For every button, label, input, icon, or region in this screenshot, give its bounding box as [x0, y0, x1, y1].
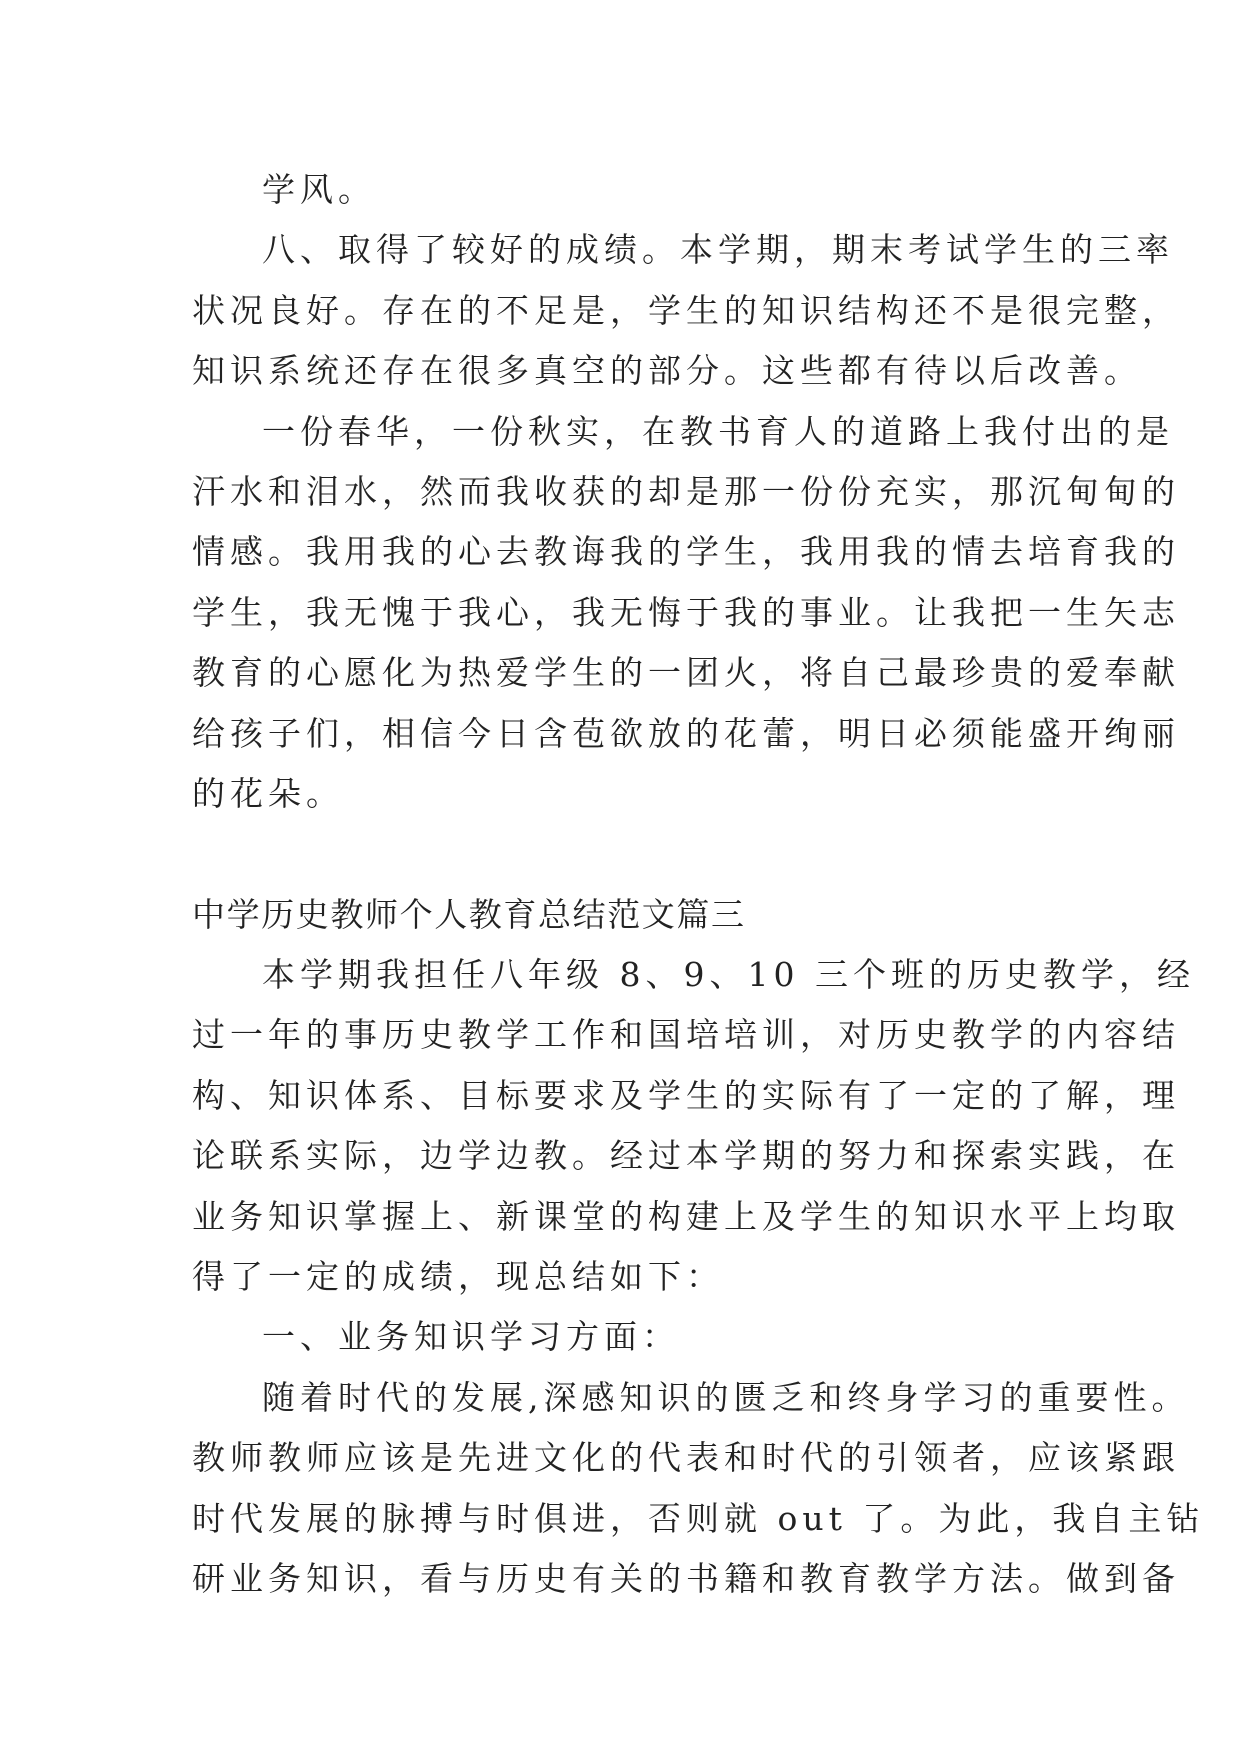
paragraph-line: 一份春华，一份秋实，在教书育人的道路上我付出的是	[262, 411, 1174, 451]
paragraph-line: 八、取得了较好的成绩。本学期，期末考试学生的三率	[262, 230, 1174, 270]
paragraph-line: 给孩子们，相信今日含苞欲放的花蕾，明日必须能盛开绚丽	[192, 713, 1180, 753]
section-gap	[192, 824, 1072, 884]
paragraph-line: 时代发展的脉搏与时俱进，否则就 out 了。为此，我自主钻	[192, 1498, 1205, 1538]
paragraph-line: 一、业务知识学习方面：	[262, 1317, 680, 1357]
paragraph-line: 汗水和泪水，然而我收获的却是那一份份充实，那沉甸甸的	[192, 471, 1180, 511]
paragraph-line: 学风。	[262, 170, 376, 209]
paragraph-line: 过一年的事历史教学工作和国培培训，对历史教学的内容结	[192, 1015, 1180, 1055]
paragraph-line: 论联系实际，边学边教。经过本学期的努力和探索实践，在	[192, 1136, 1180, 1176]
paragraph-line: 随着时代的发展,深感知识的匮乏和终身学习的重要性。	[262, 1377, 1190, 1417]
paragraph-line: 研业务知识，看与历史有关的书籍和教育教学方法。做到备	[192, 1558, 1180, 1598]
paragraph-line: 业务知识掌握上、新课堂的构建上及学生的知识水平上均取	[192, 1196, 1180, 1236]
paragraph-line: 状况良好。存在的不足是，学生的知识结构还不是很完整，	[192, 290, 1180, 330]
paragraph-line: 的花朵。	[192, 773, 344, 813]
paragraph-line: 本学期我担任八年级 8、9、10 三个班的历史教学，经	[262, 955, 1195, 995]
paragraph-line: 得了一定的成绩，现总结如下：	[192, 1257, 724, 1297]
paragraph-line: 构、知识体系、目标要求及学生的实际有了一定的了解，理	[192, 1075, 1180, 1115]
paragraph-line: 教育的心愿化为热爱学生的一团火，将自己最珍贵的爱奉献	[192, 653, 1180, 693]
paragraph-line: 情感。我用我的心去教诲我的学生，我用我的情去培育我的	[192, 532, 1180, 572]
section-heading: 中学历史教师个人教育总结范文篇三	[192, 894, 746, 934]
document-body	[192, 160, 1205, 1609]
paragraph-line: 知识系统还存在很多真空的部分。这些都有待以后改善。	[192, 351, 1142, 391]
paragraph-line: 教师教师应该是先进文化的代表和时代的引领者，应该紧跟	[192, 1438, 1180, 1478]
paragraph-line: 学生，我无愧于我心，我无悔于我的事业。让我把一生矢志	[192, 592, 1180, 632]
